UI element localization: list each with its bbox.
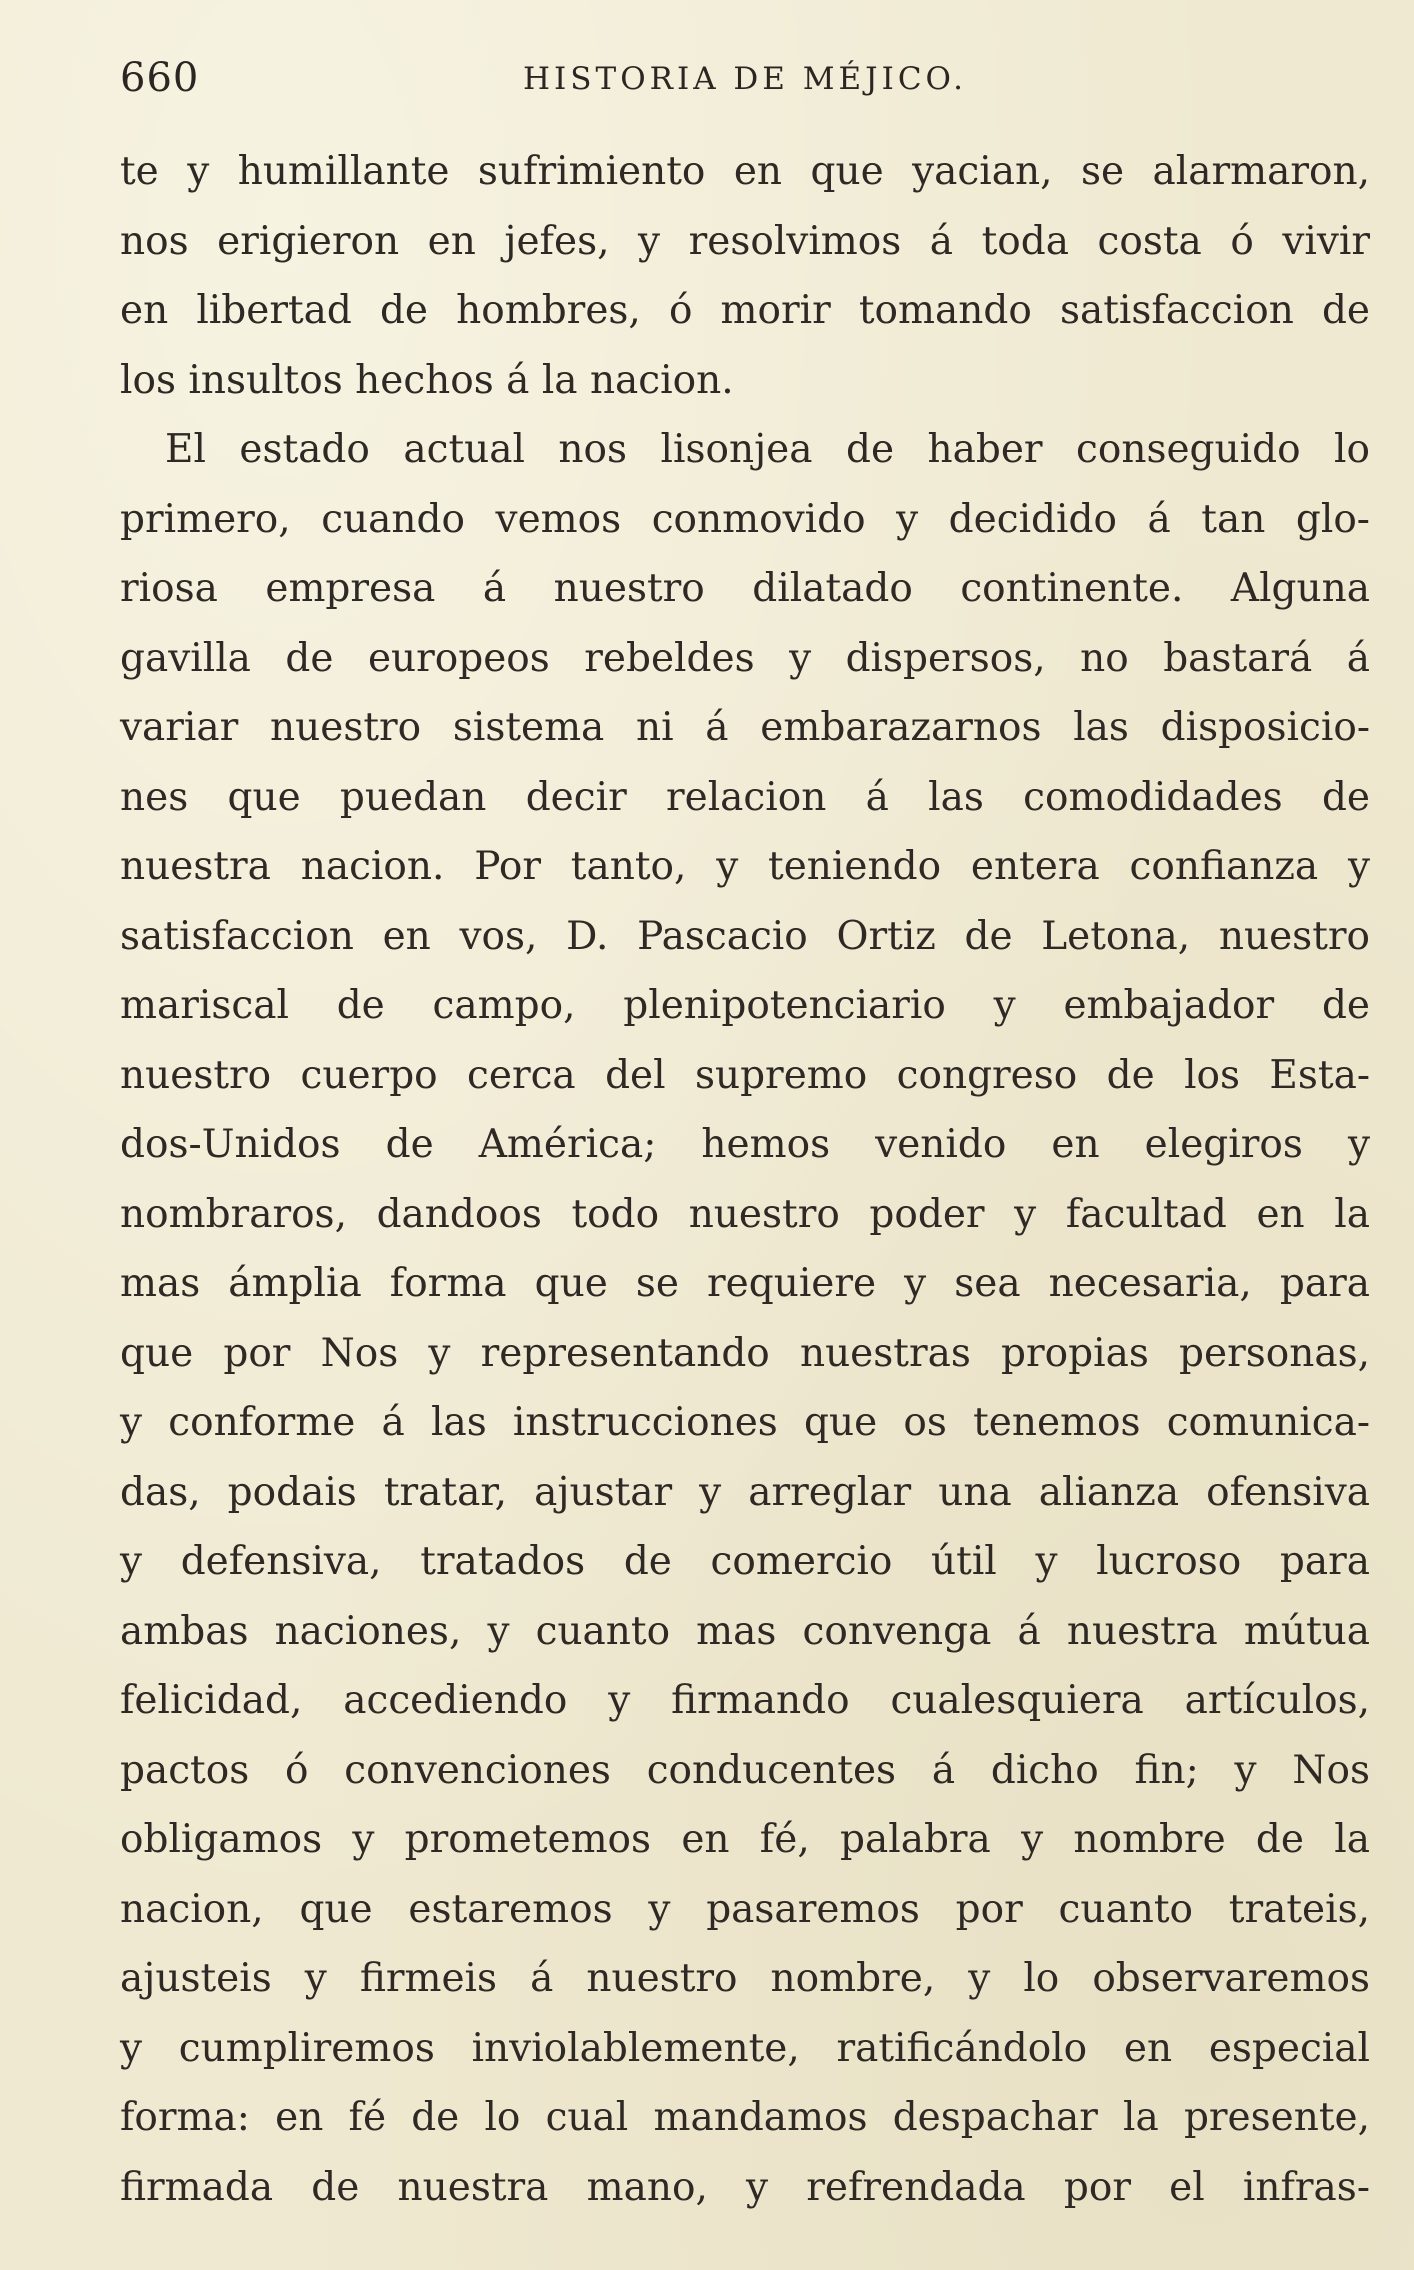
text-line: dos-Unidos de América; hemos venido en elegiros y — [120, 1122, 1370, 1167]
text-line: ajusteis y firmeis á nuestro nombre, y lo observaremos — [120, 1956, 1370, 2001]
text-line: primero, cuando vemos conmovido y decidido á tan glo- — [120, 496, 1370, 542]
text-line: y defensiva, tratados de comercio útil y lucroso para — [120, 1539, 1370, 1584]
paragraph — [120, 415, 1370, 2222]
text-line: forma: en fé de lo cual mandamos despachar la presente, — [120, 2095, 1370, 2140]
text-line: los insultos hechos á la nacion. — [120, 357, 734, 403]
text-line: y conforme á las instrucciones que os tenemos comunica- — [120, 1400, 1370, 1445]
text-line: y cumpliremos inviolablemente, ratificándolo en especial — [120, 2025, 1370, 2071]
text-line: das, podais tratar, ajustar y arreglar una alianza ofensiva — [120, 1469, 1370, 1515]
text-line: firmada de nuestra mano, y refrendada por el infras- — [120, 2164, 1370, 2210]
text-line: te y humillante sufrimiento en que yacian, se alarmaron, — [120, 149, 1370, 194]
page-header — [120, 55, 1370, 115]
text-line: mariscal de campo, plenipotenciario y embajador de — [120, 983, 1370, 1028]
running-title: HISTORIA DE MÉJICO. — [523, 61, 967, 97]
text-line: El estado actual nos lisonjea de haber conseguido lo — [165, 427, 1370, 472]
text-line: pactos ó convenciones conducentes á dicho fin; y Nos — [120, 1747, 1370, 1793]
text-line: nes que puedan decir relacion á las comodidades de — [120, 774, 1370, 820]
text-line: nombraros, dandoos todo nuestro poder y facultad en la — [120, 1191, 1370, 1237]
text-line: nuestro cuerpo cerca del supremo congreso de los Esta- — [120, 1052, 1370, 1098]
text-line: ambas naciones, y cuanto mas convenga á nuestra mútua — [120, 1608, 1370, 1654]
text-line: felicidad, accediendo y firmando cualesquiera artículos, — [120, 1678, 1370, 1723]
text-line: obligamos y prometemos en fé, palabra y nombre de la — [120, 1817, 1370, 1862]
text-line: nuestra nacion. Por tanto, y teniendo entera confianza y — [120, 844, 1370, 889]
text-line: que por Nos y representando nuestras propias personas, — [120, 1330, 1370, 1376]
text-line: mas ámplia forma que se requiere y sea necesaria, para — [120, 1261, 1370, 1306]
paragraph — [120, 137, 1370, 415]
body-text — [120, 137, 1370, 2222]
text-line: satisfaccion en vos, D. Pascacio Ortiz de Letona, nuestro — [120, 913, 1370, 959]
text-line: variar nuestro sistema ni á embarazarnos las disposicio- — [120, 705, 1370, 750]
page-number: 660 — [120, 55, 200, 101]
text-line: riosa empresa á nuestro dilatado continente. Alguna — [120, 566, 1370, 611]
text-line: en libertad de hombres, ó morir tomando satisfaccion de — [120, 288, 1370, 333]
text-line: nacion, que estaremos y pasaremos por cuanto trateis, — [120, 1886, 1370, 1932]
text-line: nos erigieron en jefes, y resolvimos á toda costa ó vivir — [120, 218, 1370, 264]
paragraph-list — [120, 137, 1370, 2222]
text-line: gavilla de europeos rebeldes y dispersos, no bastará á — [120, 635, 1370, 681]
